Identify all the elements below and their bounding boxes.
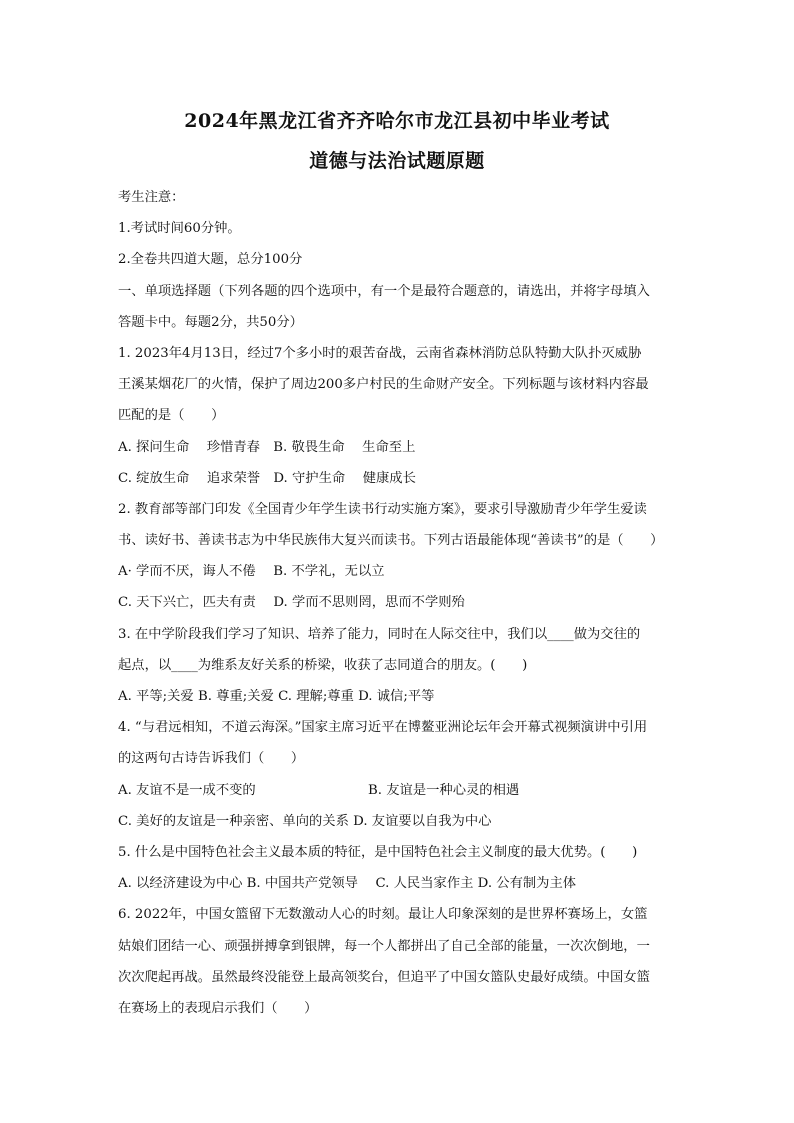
question-2-options-ab: A· 学而不厌，诲人不倦 B. 不学礼，无以立: [118, 564, 385, 580]
notice-heading: 考生注意：: [118, 190, 185, 205]
question-1-options-ab: A. 探问生命 珍惜青春 B. 敬畏生命 生命至上: [118, 439, 416, 455]
question-1-stem-line3: 匹配的是（ ）: [118, 408, 225, 424]
question-3-stem-line2: 起点，以____为维系友好关系的桥梁，收获了志同道合的朋友。( ): [118, 657, 528, 673]
question-6-stem-line4: 在赛场上的表现启示我们（ ）: [118, 1000, 318, 1016]
notice-item-score: 2.全卷共四道大题，总分100分: [118, 252, 303, 268]
section-instructions-line1: 一、单项选择题（下列各题的四个选项中，有一个是最符合题意的，请选出，并将字母填入: [118, 283, 650, 299]
question-4-stem-line1: 4. “与君远相知，不道云海深。”国家主席习近平在博鳌亚洲论坛年会开幕式视频演讲中引用: [118, 720, 648, 736]
question-2-stem-line2: 书、读好书、善读书志为中华民族伟大复兴而读书。下列古语最能体现“善读书”的是（ ）: [118, 533, 664, 549]
question-4-option-a: A. 友谊不是一成不变的: [118, 782, 256, 798]
question-3-options: A. 平等;关爱 B. 尊重;关爱 C. 理解;尊重 D. 诚信;平等: [118, 689, 435, 704]
question-3-stem-line1: 3. 在中学阶段我们学习了知识、培养了能力，同时在人际交往中，我们以____做为交往的: [118, 626, 641, 642]
exam-title: 2024年黑龙江省齐齐哈尔市龙江县初中毕业考试: [184, 110, 610, 132]
question-1-options-cd: C. 绽放生命 追求荣誉 D. 守护生命 健康成长: [118, 470, 416, 486]
question-5-options: A. 以经济建设为中心 B. 中国共产党领导 C. 人民当家作主 D. 公有制为主体: [118, 876, 577, 892]
question-4-option-b: B. 友谊是一种心灵的相遇: [368, 782, 520, 798]
question-1-stem-line1: 1. 2023年4月13日，经过7个多小时的艰苦奋战，云南省森林消防总队特勤大队扑灭威胁: [118, 345, 642, 361]
section-instructions-line2: 答题卡中。每题2分，共50分）: [118, 314, 303, 330]
question-5-stem: 5. 什么是中国特色社会主义最本质的特征，是中国特色社会主义制度的最大优势。( ): [118, 844, 638, 860]
question-2-options-cd: C. 天下兴亡，匹夫有责 D. 学而不思则罔，思而不学则殆: [118, 595, 465, 611]
notice-item-time: 1.考试时间60分钟。: [118, 221, 241, 237]
question-6-stem-line3: 次次爬起再战。虽然最终没能登上最高领奖台，但追平了中国女篮队史最好成绩。中国女篮: [118, 969, 650, 985]
question-6-stem-line1: 6. 2022年，中国女篮留下无数激动人心的时刻。最让人印象深刻的是世界杯赛场上，女篮: [118, 907, 648, 923]
question-2-stem-line1: 2. 教育部等部门印发《全国青少年学生读书行动实施方案》，要求引导激励青少年学生爱读: [118, 501, 647, 517]
question-4-options-cd: C. 美好的友谊是一种亲密、单向的关系 D. 友谊要以自我为中心: [118, 813, 492, 829]
question-6-stem-line2: 姑娘们团结一心、顽强拼搏拿到银牌，每一个人都拼出了自己全部的能量，一次次倒地，一: [118, 938, 650, 954]
question-1-stem-line2: 王溪某烟花厂的火情，保护了周边200多户村民的生命财产安全。下列标题与该材料内容最: [118, 377, 649, 393]
exam-subtitle: 道德与法治试题原题: [309, 150, 485, 172]
question-4-stem-line2: 的这两句古诗告诉我们（ ）: [118, 751, 305, 767]
exam-content: [118, 182, 683, 1024]
question-4-options-ab: [118, 775, 683, 806]
